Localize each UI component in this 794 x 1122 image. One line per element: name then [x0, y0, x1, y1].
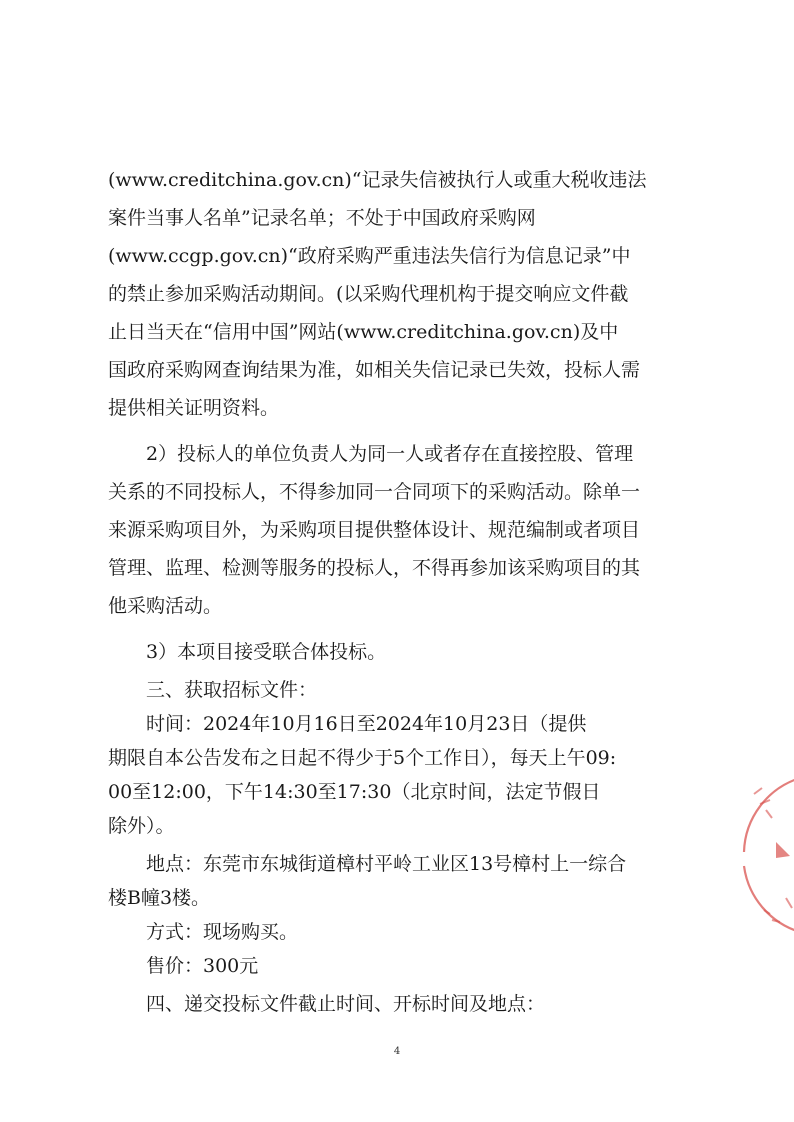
body-line: 他采购活动。 [108, 595, 223, 617]
body-line: 国政府采购网查询结果为准，如相关失信记录已失效，投标人需 [108, 359, 641, 381]
body-line: 方式：现场购买。 [146, 921, 299, 943]
body-line: 楼B幢3楼。 [108, 887, 211, 909]
body-line: 管理、监理、检测等服务的投标人，不得再参加该采购项目的其 [108, 557, 641, 579]
body-line: 售价：300元 [146, 955, 259, 977]
page-number: 4 [393, 1046, 401, 1057]
red-seal-stamp [742, 770, 794, 940]
section-heading: 三、获取招标文件： [146, 679, 318, 701]
body-line: 止日当天在“信用中国”网站(www.creditchina.gov.cn)及中 [108, 321, 619, 343]
section-heading: 四、递交投标文件截止时间、开标时间及地点： [146, 993, 546, 1015]
body-line: 时间：2024年10月16日至2024年10月23日（提供 [146, 713, 587, 735]
body-line: 来源采购项目外，为采购项目提供整体设计、规范编制或者项目 [108, 519, 641, 541]
body-line: 期限自本公告发布之日起不得少于5个工作日），每天上午09: [108, 747, 617, 769]
body-line: 00至12:00，下午14:30至17:30（北京时间，法定节假日 [108, 781, 601, 803]
body-line: 的禁止参加采购活动期间。(以采购代理机构于提交响应文件截 [108, 283, 629, 305]
body-line: (www.creditchina.gov.cn)“记录失信被执行人或重大税收违法 [108, 169, 647, 191]
body-line: 3）本项目接受联合体投标。 [146, 641, 387, 663]
body-line: 提供相关证明资料。 [108, 397, 280, 419]
body-line: 地点：东莞市东城街道樟村平岭工业区13号樟村上一综合 [146, 853, 627, 875]
body-line: 案件当事人名单”记录名单；不处于中国政府采购网 [108, 207, 536, 229]
body-line: (www.ccgp.gov.cn)“政府采购严重违法失信行为信息记录”中 [108, 245, 631, 267]
body-line: 关系的不同投标人，不得参加同一合同项下的采购活动。除单一 [108, 481, 641, 503]
body-line: 2）投标人的单位负责人为同一人或者存在直接控股、管理 [146, 443, 634, 465]
body-line: 除外）。 [108, 815, 175, 837]
